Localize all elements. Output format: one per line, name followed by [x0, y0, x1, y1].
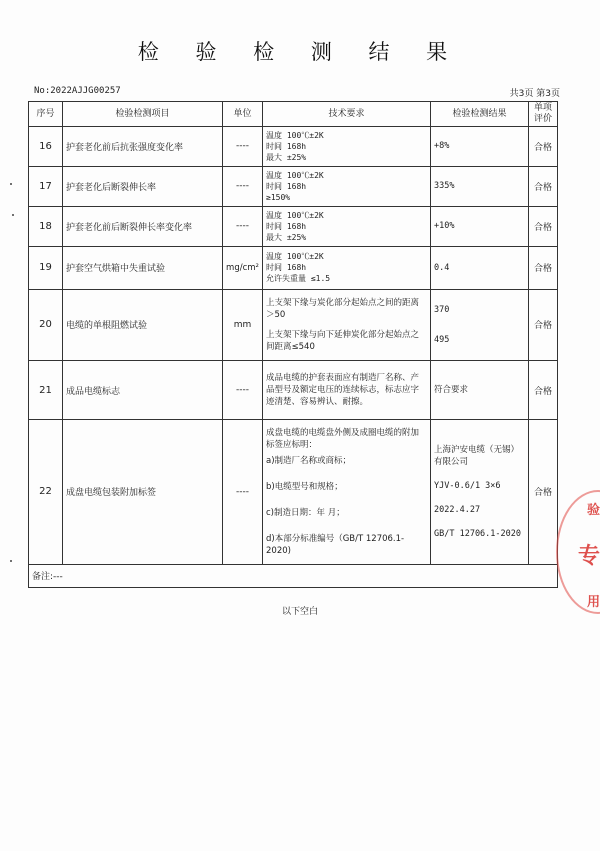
requirement-line: d)本部分标准编号（GB/T 12706.1-2020): [266, 533, 405, 556]
requirement-line: a)制造厂名称或商标；: [266, 455, 352, 466]
header-seq: 序号: [29, 102, 63, 127]
stamp-char: 验: [586, 503, 600, 518]
row-evaluation: 合格: [529, 127, 558, 167]
requirement-line: 温度 100℃±2K: [266, 130, 324, 140]
requirement-line: 允许失重量 ≤1.5: [266, 274, 331, 284]
row-seq: 20: [29, 289, 63, 360]
header-result: 检验检测结果: [431, 102, 529, 127]
row-evaluation: 合格: [529, 206, 558, 246]
requirement-line: 温度 100℃±2K: [266, 210, 324, 220]
row-item: 成盘电缆包装附加标签: [63, 419, 223, 564]
scan-speck: [12, 214, 14, 216]
requirement-line: 上支架下缘与炭化部分起始点之间的距离＞50: [266, 297, 420, 320]
requirement-line: 最大 ±25%: [266, 232, 307, 242]
report-title: 检 验 检 测 结 果: [137, 40, 463, 64]
row-evaluation: 合格: [529, 246, 558, 289]
result-line: 495: [434, 334, 450, 345]
table-row: [29, 206, 558, 246]
requirement-line: 温度 100℃±2K: [266, 170, 324, 180]
row-result: 335%: [431, 166, 529, 206]
result-line: YJV-0.6/1 3×6: [434, 480, 501, 491]
results-table: [28, 101, 558, 588]
row-result: +10%: [431, 206, 529, 246]
row-requirement: [263, 166, 431, 206]
requirement-line: 时间 168h: [266, 221, 307, 231]
row-seq: 18: [29, 206, 63, 246]
row-unit: ----: [223, 419, 263, 564]
table-row: [29, 166, 558, 206]
header-evaluation: [529, 102, 558, 127]
table-row: [29, 289, 558, 360]
row-seq: 16: [29, 127, 63, 167]
header-evaluation-line1: 单项: [533, 103, 552, 113]
row-unit: ----: [223, 166, 263, 206]
table-row: [29, 246, 558, 289]
requirement-line: 成盘电缆的电缆盘外侧及成圈电缆的附加标签应标明：: [266, 427, 420, 450]
remark: 备注:---: [29, 564, 558, 587]
row-unit: ----: [223, 361, 263, 420]
row-evaluation: 合格: [529, 166, 558, 206]
row-result: [431, 289, 529, 360]
row-item: 护套老化前后断裂伸长率变化率: [63, 206, 223, 246]
page-info: 共3页 第3页: [509, 89, 560, 99]
header-item: 检验检测项目: [63, 102, 223, 127]
table-header-row: [29, 102, 558, 127]
row-item: 成品电缆标志: [63, 361, 223, 420]
requirement-line: 温度 100℃±2K: [266, 252, 324, 262]
scan-speck: [10, 183, 12, 185]
row-seq: 19: [29, 246, 63, 289]
table-row: [29, 127, 558, 167]
table-row: [29, 419, 558, 564]
row-evaluation: 合格: [529, 419, 558, 564]
row-requirement: [263, 289, 431, 360]
row-result: +8%: [431, 127, 529, 167]
row-item: 护套老化前后抗张强度变化率: [63, 127, 223, 167]
requirement-line: b)电缆型号和规格；: [266, 481, 343, 492]
row-item: 护套空气烘箱中失重试验: [63, 246, 223, 289]
row-evaluation: 合格: [529, 289, 558, 360]
row-unit: ----: [223, 127, 263, 167]
header-evaluation-line2: 评价: [533, 114, 552, 124]
row-item: 护套老化后断裂伸长率: [63, 166, 223, 206]
scan-speck: [10, 560, 12, 562]
result-line: 上海沪安电缆（无锡）有限公司: [434, 444, 520, 467]
row-requirement: [263, 206, 431, 246]
stamp-char: 用: [586, 595, 600, 610]
report-number: No:2022AJJG00257: [34, 86, 121, 96]
requirement-line: 时间 168h: [266, 141, 307, 151]
requirement-line: ≥150%: [266, 192, 291, 202]
row-result: 符合要求: [431, 361, 529, 420]
row-seq: 17: [29, 166, 63, 206]
end-marker: 以下空白: [281, 607, 318, 617]
row-requirement: [263, 419, 431, 564]
requirement-line: c)制造日期：年 月；: [266, 507, 345, 518]
requirement-line: 时间 168h: [266, 181, 307, 191]
table-row: [29, 361, 558, 420]
row-unit: ----: [223, 206, 263, 246]
result-line: GB/T 12706.1-2020: [434, 528, 521, 539]
row-result: 0.4: [431, 246, 529, 289]
header-requirement: 技术要求: [263, 102, 431, 127]
row-unit: mm: [223, 289, 263, 360]
row-evaluation: 合格: [529, 361, 558, 420]
row-item: 电缆的单根阻燃试验: [63, 289, 223, 360]
stamp-char: 专: [577, 544, 600, 569]
requirement-line: 最大 ±25%: [266, 152, 307, 162]
row-seq: 22: [29, 419, 63, 564]
row-requirement: [263, 127, 431, 167]
row-unit: mg/cm²: [223, 246, 263, 289]
header-unit: 单位: [223, 102, 263, 127]
result-line: 370: [434, 304, 450, 315]
row-seq: 21: [29, 361, 63, 420]
row-requirement: [263, 246, 431, 289]
row-requirement: 成品电缆的护套表面应有制造厂名称、产品型号及额定电压的连续标志，标志应字迹清楚、容易辨认、耐擦。: [263, 361, 431, 420]
requirement-line: 上支架下缘与向下延伸炭化部分起始点之间距离≤540: [266, 329, 420, 352]
requirement-line: 时间 168h: [266, 263, 307, 273]
row-result: [431, 419, 529, 564]
official-stamp: [574, 485, 600, 635]
result-line: 2022.4.27: [434, 504, 481, 515]
remark-row: [29, 564, 558, 587]
